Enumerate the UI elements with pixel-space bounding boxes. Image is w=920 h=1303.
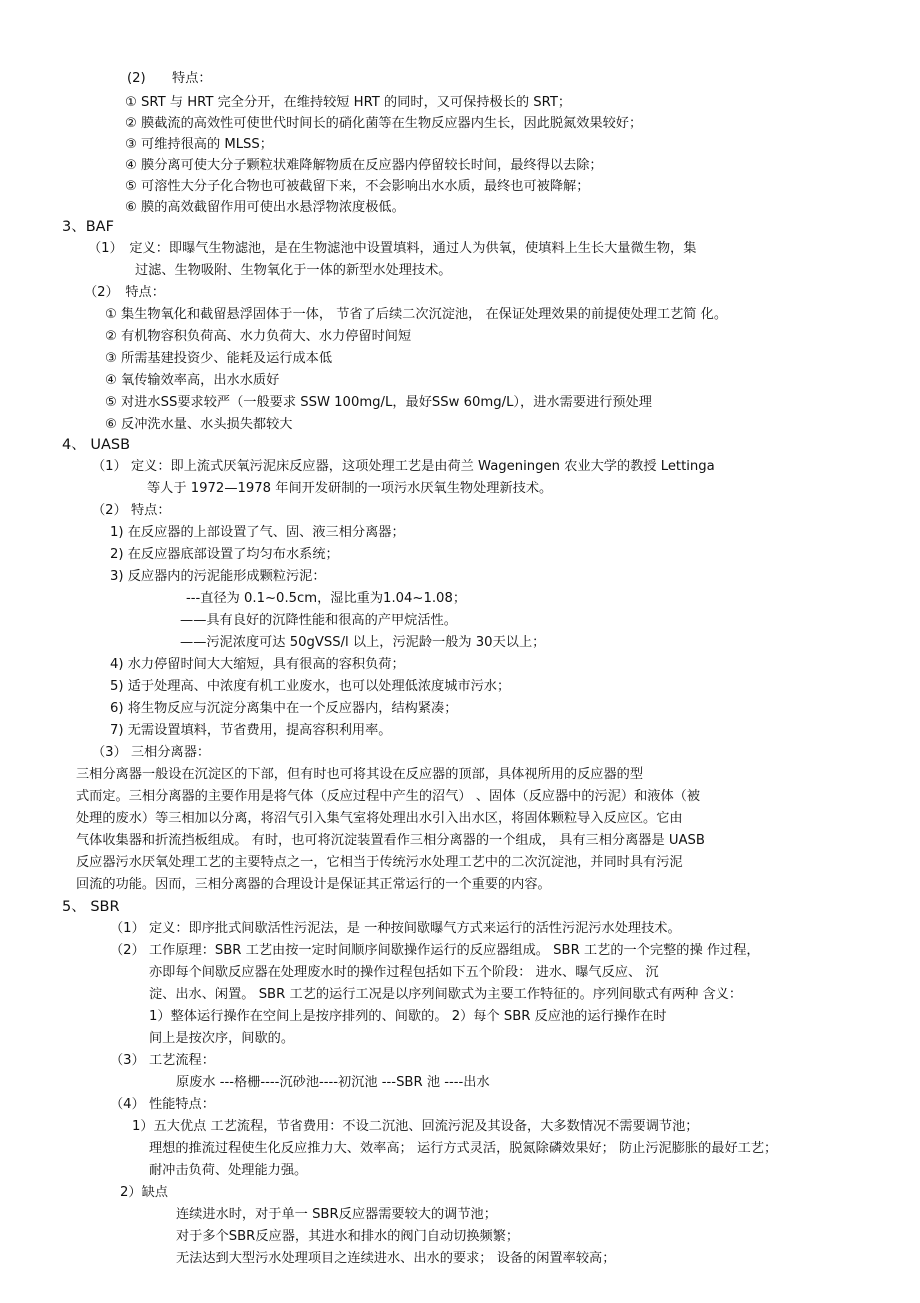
text-line: 1) 在反应器的上部设置了气、固、液三相分离器； bbox=[110, 525, 405, 540]
text-line: （1） 定义：即上流式厌氧污泥床反应器，这项处理工艺是由荷兰 Wageningen 农业大学的教授 Lettinga bbox=[92, 459, 715, 474]
text-line: （2） 特点： bbox=[84, 285, 165, 300]
text-line: 对于多个SBR反应器，其进水和排水的阀门自动切换频繁； bbox=[176, 1229, 520, 1244]
text-line: ③ 可维持很高的 MLSS； bbox=[125, 137, 273, 152]
text-line: 5) 适于处理高、中浓度有机工业废水，也可以处理低浓度城市污水； bbox=[110, 679, 511, 694]
text-line: 三相分离器一般设在沉淀区的下部，但有时也可将其设在反应器的顶部，具体视所用的反应器的型 bbox=[76, 767, 644, 782]
text-line: （1） 定义：即序批式间歇活性污泥法，是 一种按间歇曝气方式来运行的活性污泥污水处理技术。 bbox=[110, 921, 681, 936]
text-line: 回流的功能。因而，三相分离器的合理设计是保证其正常运行的一个重要的内容。 bbox=[76, 877, 551, 892]
text-line: ---直径为 0.1~0.5cm，湿比重为1.04~1.08； bbox=[186, 591, 467, 606]
text-line: （2） 工作原理：SBR 工艺由按一定时间顺序间歇操作运行的反应器组成。 SBR 工艺的一个完整的操 作过程， bbox=[110, 943, 760, 958]
text-line: 过滤、生物吸附、生物氧化于一体的新型水处理技术。 bbox=[135, 263, 452, 278]
text-line: 理想的推流过程使生化反应推力大、效率高； 运行方式灵活，脱氮除磷效果好； 防止污泥膨胀的最好工艺； bbox=[149, 1141, 778, 1156]
text-line: 反应器污水厌氧处理工艺的主要特点之一，它相当于传统污水处理工艺中的二次沉淀池，并同时具有污泥 bbox=[76, 855, 683, 870]
text-line: ⑥ 反冲洗水量、水头损失都较大 bbox=[105, 417, 293, 432]
text-line: ——污泥浓度可达 50gVSS/l 以上，污泥龄一般为 30天以上； bbox=[180, 635, 546, 650]
text-line: ⑤ 对进水SS要求较严（一般要求 SSW 100mg/L，最好SSw 60mg/L），进水需要进行预处理 bbox=[105, 395, 652, 410]
text-line: 3) 反应器内的污泥能形成颗粒污泥： bbox=[110, 569, 326, 584]
text-line: ⑤ 可溶性大分子化合物也可被截留下来，不会影响出水水质，最终也可被降解； bbox=[125, 179, 590, 194]
text-line: 原废水 ---格栅----沉砂池----初沉池 ---SBR 池 ----出水 bbox=[176, 1075, 490, 1090]
text-line: 6) 将生物反应与沉淀分离集中在一个反应器内，结构紧凑； bbox=[110, 701, 458, 716]
text-line: 2) 在反应器底部设置了均匀布水系统； bbox=[110, 547, 339, 562]
text-line: 气体收集器和折流挡板组成。 有时，也可将沉淀装置看作三相分离器的一个组成， 具有三相分离器是 UASB bbox=[76, 833, 705, 848]
text-line: 7) 无需设置填料，节省费用，提高容积利用率。 bbox=[110, 723, 392, 738]
text-line: 式而定。三相分离器的主要作用是将气体（反应过程中产生的沼气） 、固体（反应器中的污泥）和液体（被 bbox=[76, 789, 701, 804]
text-line: 淀、出水、闲置。 SBR 工艺的运行工况是以序列间歇式为主要工作特征的。序列间歇式有两种 含义： bbox=[149, 987, 743, 1002]
text-line: ④ 氧传输效率高，出水水质好 bbox=[105, 373, 280, 388]
section-heading: 5、 SBR bbox=[62, 899, 120, 915]
section-heading: 4、 UASB bbox=[62, 437, 131, 453]
text-line: 连续进水时，对于单一 SBR反应器需要较大的调节池； bbox=[176, 1207, 497, 1222]
text-line: ② 有机物容积负荷高、水力负荷大、水力停留时间短 bbox=[105, 329, 412, 344]
text-line: （1） 定义：即曝气生物滤池，是在生物滤池中设置填料，通过人为供氧，使填料上生长大量微生物，集 bbox=[88, 241, 697, 256]
text-line: 间上是按次序，间歇的。 bbox=[149, 1031, 295, 1046]
text-line: （4） 性能特点： bbox=[110, 1097, 215, 1112]
text-line: 耐冲击负荷、处理能力强。 bbox=[149, 1163, 308, 1178]
text-line: 亦即每个间歇反应器在处理废水时的操作过程包括如下五个阶段： 进水、曝气反应、 沉 bbox=[149, 965, 659, 980]
text-line: （2） 特点： bbox=[92, 503, 171, 518]
text-line: 无法达到大型污水处理项目之连续进水、出水的要求； 设备的闲置率较高； bbox=[176, 1251, 616, 1266]
text-line: （3） 工艺流程： bbox=[110, 1053, 215, 1068]
text-line: （3） 三相分离器： bbox=[92, 745, 211, 760]
text-line: 2）缺点 bbox=[120, 1185, 168, 1200]
text-line: (2) 特点： bbox=[127, 71, 212, 86]
text-line: 4) 水力停留时间大大缩短，具有很高的容积负荷； bbox=[110, 657, 405, 672]
text-line: 等人于 1972—1978 年间开发研制的一项污水厌氧生物处理新技术。 bbox=[147, 481, 553, 496]
text-line: ② 膜截流的高效性可使世代时间长的硝化菌等在生物反应器内生长，因此脱氮效果较好； bbox=[125, 116, 643, 131]
text-line: 处理的废水）等三相加以分离，将沼气引入集气室将处理出水引入出水区，将固体颗粒导入反应区。它由 bbox=[76, 811, 683, 826]
text-line: ③ 所需基建投资少、能耗及运行成本低 bbox=[105, 351, 333, 366]
text-line: ⑥ 膜的高效截留作用可使出水悬浮物浓度极低。 bbox=[125, 200, 405, 215]
text-line: ① SRT 与 HRT 完全分开，在维持较短 HRT 的同时，又可保持极长的 SRT； bbox=[125, 95, 572, 110]
text-line: ——具有良好的沉降性能和很高的产甲烷活性。 bbox=[180, 613, 457, 628]
section-heading: 3、BAF bbox=[62, 219, 114, 235]
text-line: ④ 膜分离可使大分子颗粒状难降解物质在反应器内停留较长时间，最终得以去除； bbox=[125, 158, 603, 173]
text-line: 1）整体运行操作在空间上是按序排列的、间歇的。 2）每个 SBR 反应池的运行操作在时 bbox=[149, 1009, 667, 1024]
text-line: ① 集生物氧化和截留悬浮固体于一体， 节省了后续二次沉淀池， 在保证处理效果的前提使处理工艺简 化。 bbox=[105, 307, 728, 322]
text-line: 1）五大优点 工艺流程，节省费用：不设二沉池、回流污泥及其设备，大多数情况不需要调节池； bbox=[132, 1119, 699, 1134]
